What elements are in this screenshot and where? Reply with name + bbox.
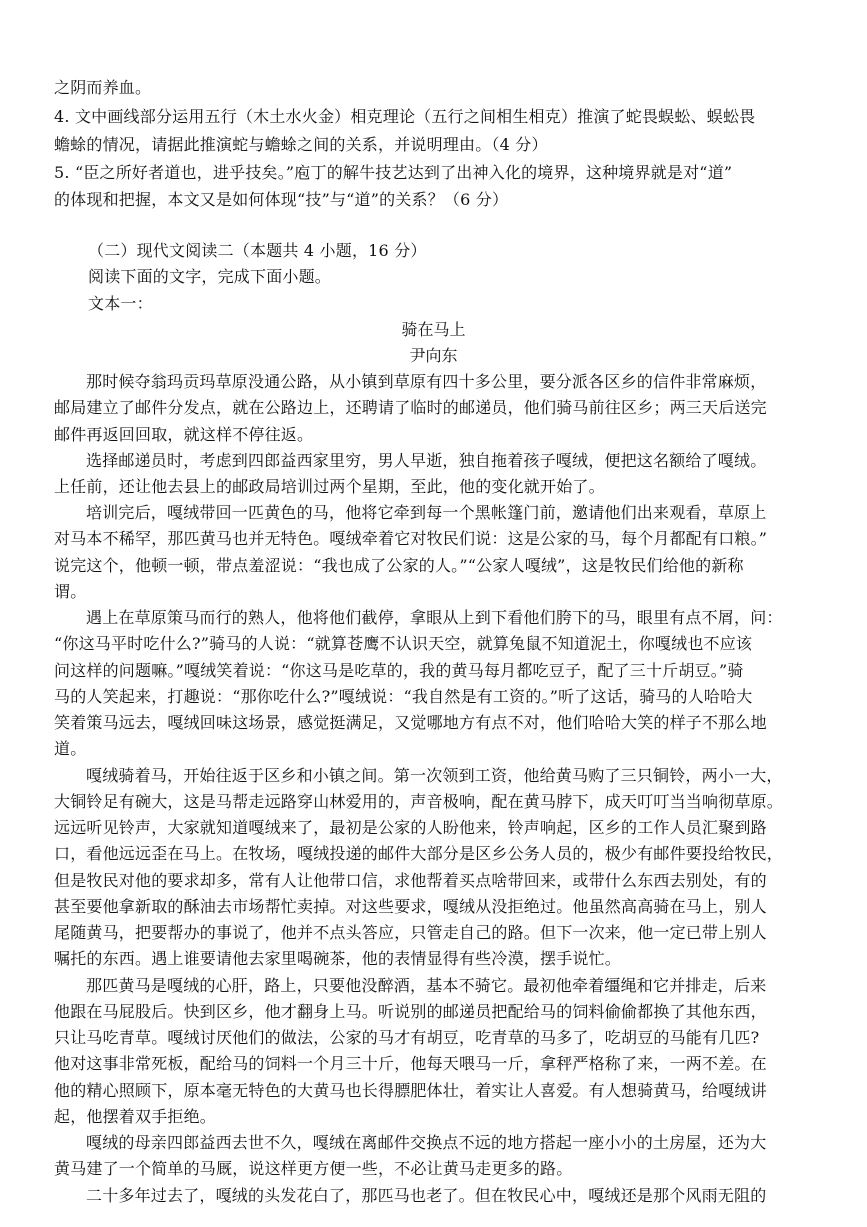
article-line: 选择邮递员时，考虑到四郎益西家里穷，男人早逝，独自拖着孩子嘎绒，便把这名额给了嘎绒。: [86, 451, 767, 470]
article-line: 嘱托的东西。遇上谁要请他去家里喝碗茶，他的表情显得有些冷漠，摆手说忙。: [54, 949, 622, 968]
paragraph-line: 之阴而养血。: [54, 78, 152, 97]
article-line: 他跟在马屁股后。快到区乡，他才翻身上马。听说别的邮递员把配给马的饲料偷偷都换了其他东西，: [54, 1002, 767, 1021]
article-line: 黄马建了一个简单的马厩，说这样更方便一些，不必让黄马走更多的路。: [54, 1159, 573, 1178]
article-line: 但是牧民对他的要求却多，常有人让他带口信，求他帮着买点啥带回来，或带什么东西去别处，有的: [54, 871, 767, 890]
article-line: 上任前，还让他去县上的邮政局培训过两个星期，至此，他的变化就开始了。: [54, 477, 605, 496]
article-line: 起，他摆着双手拒绝。: [54, 1107, 217, 1126]
question-5-line-2: 的体现和把握，本文又是如何体现“技”与“道”的关系？（6 分）: [54, 190, 509, 209]
article-line: “你这马平时吃什么?”骑马的人说：“就算苍鹰不认识天空，就算兔鼠不知道泥土，你嘎绒也不应该: [54, 634, 753, 653]
article-line: 那匹黄马是嘎绒的心肝，路上，只要他没醉酒，基本不骑它。最初他牵着缰绳和它并排走，后来: [86, 976, 767, 995]
article-line: 只让马吃青草。嘎绒讨厌他们的做法，公家的马才有胡豆，吃青草的马多了，吃胡豆的马能有几匹?: [54, 1028, 760, 1047]
article-line: 嘎绒的母亲四郎益西去世不久，嘎绒在离邮件交换点不远的地方搭起一座小小的土房屋，还为大: [86, 1133, 767, 1152]
article-line: 道。: [54, 739, 87, 758]
article-author: 尹向东: [409, 346, 458, 365]
article-line: 远远听见铃声，大家就知道嘎绒来了，最初是公家的人盼他来，铃声响起，区乡的工作人员汇聚到路: [54, 818, 767, 837]
article-line: 嘎绒骑着马，开始往返于区乡和小镇之间。第一次领到工资，他给黄马购了三只铜铃，两小一大，: [86, 766, 783, 785]
article-line: 马的人笑起来，打趣说：“那你吃什么?”嘎绒说：“我自然是有工资的。”听了这话，骑马的人哈哈大: [54, 687, 753, 706]
article-line: 二十多年过去了，嘎绒的头发花白了，那匹马也老了。但在牧民心中，嘎绒还是那个风雨无阻的: [86, 1186, 767, 1205]
section-instruction: 阅读下面的文字，完成下面小题。: [88, 267, 332, 286]
article-line: 大铜铃足有碗大，这是马帮走远路穿山林爱用的，声音极响，配在黄马脖下，成天叮叮当当响彻草原。: [54, 792, 784, 811]
question-4-line-2: 蟾蜍的情况，请据此推演蛇与蟾蜍之间的关系，并说明理由。（4 分）: [54, 135, 548, 154]
article-line: 邮件再返回回取，就这样不停往返。: [54, 425, 314, 444]
question-5-line-1: 5. “臣之所好者道也，进乎技矣。”庖丁的解牛技艺达到了出神入化的境界，这种境界就是对“道”: [54, 163, 733, 182]
article-line: 口，看他远远歪在马上。在牧场，嘎绒投递的邮件大部分是区乡公务人员的，极少有邮件要投给牧民，: [54, 844, 784, 863]
article-line: 笑着策马远去，嘎绒回味这场景，感觉挺满足，又觉哪地方有点不对，他们哈哈大笑的样子不那么地: [54, 713, 767, 732]
article-line: 甚至要他拿新取的酥油去市场帮忙卖掉。对这些要求，嘎绒从没拒绝过。他虽然高高骑在马上，别人: [54, 897, 767, 916]
article-line: 他对这事非常死板，配给马的饲料一个月三十斤，他每天喂马一斤，拿秤严格称了来，一两不差。在: [54, 1054, 767, 1073]
article-line: 尾随黄马，把要帮办的事说了，他并不点头答应，只管走自己的路。但下一次来，他一定已带上别人: [54, 923, 767, 942]
article-line: 他的精心照顾下，原本毫无特色的大黄马也长得膘肥体壮，着实让人喜爱。有人想骑黄马，给嘎绒讲: [54, 1081, 767, 1100]
article-line: 遇上在草原策马而行的熟人，他将他们截停，拿眼从上到下看他们胯下的马，眼里有点不屑，问：: [86, 608, 783, 627]
question-4-line-1: 4. 文中画线部分运用五行（木土水火金）相克理论（五行之间相生相克）推演了蛇畏蜈蚣、蜈蚣畏: [54, 107, 756, 126]
article-line: 培训完后，嘎绒带回一匹黄色的马，他将它牵到每一个黑帐篷门前，邀请他们出来观看，草原上: [86, 503, 767, 522]
article-line: 对马本不稀罕，那匹黄马也并无特色。嘎绒牵着它对牧民们说：这是公家的马，每个月都配有口粮。”: [54, 529, 768, 548]
article-line: 说完这个，他顿一顿，带点羞涩说：“我也成了公家的人。”“公家人嘎绒”，这是牧民们给他的新称: [54, 556, 744, 575]
article-line: 谓。: [54, 582, 87, 601]
article-line: 问这样的问题嘛。”嘎绒笑着说：“你这马是吃草的，我的黄马每月都吃豆子，配了三十斤胡豆。”骑: [54, 661, 744, 680]
text-label: 文本一：: [88, 294, 153, 313]
section-heading: （二）现代文阅读二（本题共 4 小题，16 分）: [88, 241, 427, 260]
article-title: 骑在马上: [401, 320, 466, 339]
article-line: 那时候夺翁玛贡玛草原没通公路，从小镇到草原有四十多公里，要分派各区乡的信件非常麻烦，: [86, 372, 767, 391]
article-line: 邮局建立了邮件分发点，就在公路边上，还聘请了临时的邮递员，他们骑马前往区乡；两三天后送完: [54, 398, 767, 417]
